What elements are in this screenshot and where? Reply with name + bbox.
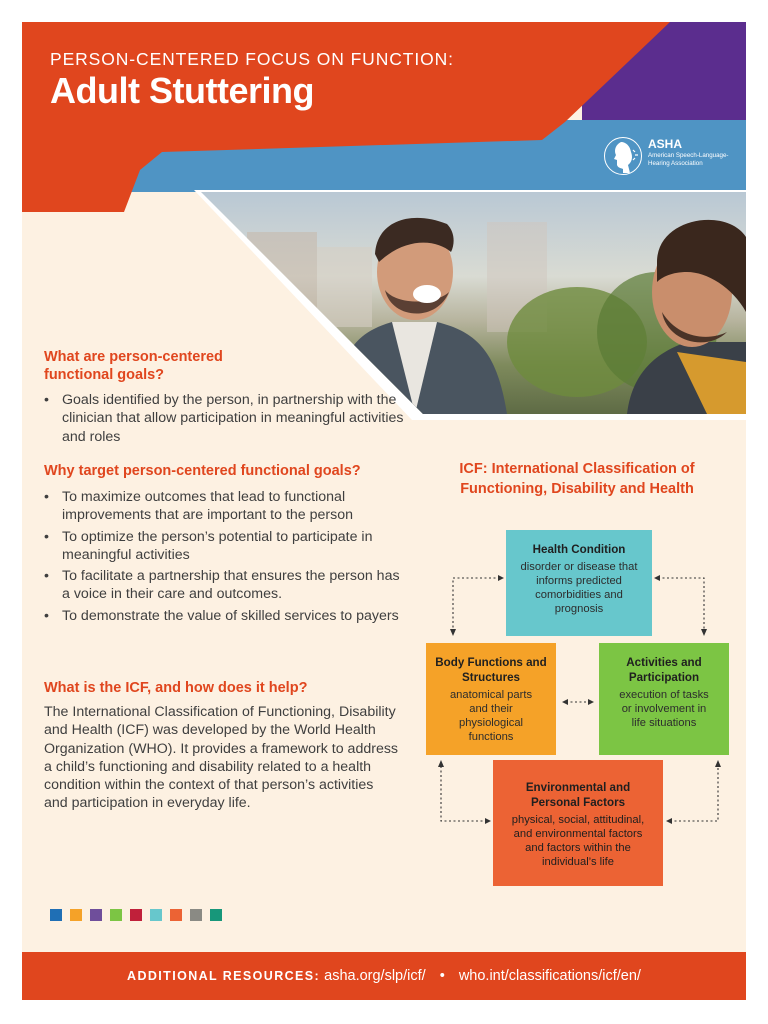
color-swatch xyxy=(190,909,202,921)
list-item: • To demonstrate the value of skilled services to payers xyxy=(44,607,404,625)
icf-heading: What is the ICF, and how does it help? xyxy=(44,680,308,696)
list-item: • To optimize the person’s potential to participate in meaningful activities xyxy=(44,528,404,565)
environmental-title: Environmental and Personal Factors xyxy=(525,781,631,809)
color-swatch xyxy=(110,909,122,921)
body-functions-desc: anatomical parts and their physiological functions xyxy=(449,689,533,743)
color-swatch xyxy=(70,909,82,921)
health-condition-box xyxy=(506,530,652,636)
list-item: • To maximize outcomes that lead to functional improvements that are important to the person xyxy=(44,488,404,525)
color-swatch xyxy=(50,909,62,921)
health-condition-title: Health Condition xyxy=(532,543,626,556)
body-functions-box xyxy=(426,643,556,755)
flyer-page xyxy=(22,22,746,1000)
environmental-factors-box xyxy=(493,760,663,886)
asha-logo-name: ASHA xyxy=(648,137,683,151)
list-item: • To facilitate a partnership that ensures the person has a voice in their care and outcomes. xyxy=(44,567,404,604)
body-functions-title: Body Functions and Structures xyxy=(435,656,547,684)
color-swatch xyxy=(210,909,222,921)
color-swatch xyxy=(90,909,102,921)
activities-participation-box xyxy=(599,643,729,755)
icf-diagram-title: ICF: International Classification of Functioning, Disability and Health xyxy=(459,461,695,497)
activities-title: Activities and Participation xyxy=(626,656,702,684)
why-heading: Why target person-centered functional goals? xyxy=(44,463,361,479)
color-swatch-row xyxy=(50,909,222,921)
health-condition-desc: disorder or disease that informs predicted comorbidities and prognosis xyxy=(520,561,638,615)
what-heading: What are person-centered functional goals? xyxy=(44,349,223,383)
footer-label: ADDITIONAL RESOURCES: xyxy=(127,969,321,983)
color-swatch xyxy=(150,909,162,921)
environmental-desc: physical, social, attitudinal, and environmental factors and factors within the individual’s life xyxy=(511,814,645,868)
footer-resources-bar xyxy=(22,952,746,1000)
color-swatch xyxy=(170,909,182,921)
header-subtitle: PERSON-CENTERED FOCUS ON FUNCTION: xyxy=(50,49,454,69)
asha-logo-full-name: American Speech-Language-Hearing Association xyxy=(648,152,729,167)
list-item: • Goals identified by the person, in partnership with the clinician that allow participation in meaningful activities and roles xyxy=(44,391,404,446)
page-title: Adult Stuttering xyxy=(50,70,314,111)
asha-icf-link[interactable]: asha.org/slp/icf/ xyxy=(324,968,426,984)
icf-paragraph: The International Classification of Functioning, Disability and Health (ICF) was developed by the World Health Organization (WHO). It provides a framework to address a child’s functioning and disability related to a health condition within the context of that person’s activities and participation in everyday life. xyxy=(44,704,399,812)
color-swatch xyxy=(130,909,142,921)
footer-separator: • xyxy=(439,968,445,984)
activities-desc: execution of tasks or involvement in life situations xyxy=(619,689,709,729)
who-icf-link[interactable]: who.int/classifications/icf/en/ xyxy=(458,968,641,984)
